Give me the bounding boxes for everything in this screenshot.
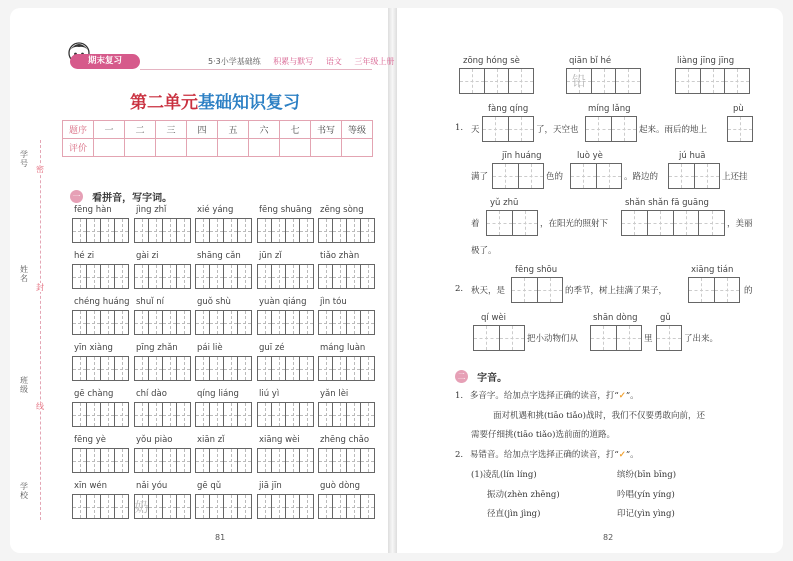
writing-box[interactable] <box>285 356 314 381</box>
score-input[interactable] <box>156 139 187 157</box>
pinyin-label: shān dòng <box>593 313 638 323</box>
paragraph-text: 里 <box>644 334 653 344</box>
pinyin-label: fēng hàn <box>74 205 112 215</box>
score-cell: 等级 <box>342 121 373 139</box>
writing-box[interactable] <box>285 218 314 243</box>
writing-box[interactable] <box>318 264 347 289</box>
pinyin-label: gē chàng <box>74 389 114 399</box>
writing-box[interactable] <box>162 356 191 381</box>
title-part1: 第二单元 <box>130 93 198 113</box>
writing-box[interactable] <box>257 494 286 519</box>
answer-slots[interactable] <box>590 325 642 351</box>
pinyin-label: nǎi yóu <box>136 481 168 491</box>
writing-box[interactable] <box>72 402 101 427</box>
pinyin-label: fēng yè <box>74 435 106 445</box>
writing-box[interactable] <box>346 402 375 427</box>
side-label-school: 学校 <box>20 482 28 500</box>
pinyin-label: guī zé <box>259 343 285 353</box>
pinyin-label: xīn wén <box>74 481 108 491</box>
writing-box[interactable] <box>223 264 252 289</box>
choice-item[interactable]: (1)凌乱(lín líng) <box>471 470 537 480</box>
pinyin-label: shuǐ ní <box>136 297 165 307</box>
paragraph-text: 的季节，树上挂满了果子， <box>565 286 668 296</box>
check-icon: ✓ <box>618 450 626 460</box>
writing-box[interactable] <box>285 402 314 427</box>
writing-box[interactable] <box>223 218 252 243</box>
section1-header <box>70 186 172 205</box>
writing-box[interactable] <box>195 264 224 289</box>
side-label-seal2: 封 <box>36 283 44 292</box>
writing-box[interactable] <box>100 448 129 473</box>
pinyin-label: luò yè <box>577 151 603 161</box>
pinyin-label: guǒ shù <box>197 297 231 307</box>
question-number: 2. <box>455 450 464 460</box>
writing-box[interactable] <box>134 448 163 473</box>
writing-box[interactable] <box>195 402 224 427</box>
pinyin-label: zōng hóng sè <box>463 56 520 66</box>
writing-box[interactable] <box>134 264 163 289</box>
writing-box[interactable] <box>223 356 252 381</box>
writing-box[interactable] <box>134 356 163 381</box>
writing-box[interactable] <box>100 218 129 243</box>
pinyin-label: pái liè <box>197 343 223 353</box>
score-cell: 一 <box>94 121 125 139</box>
writing-box[interactable] <box>162 494 191 519</box>
pinyin-label: hé zi <box>74 251 95 261</box>
pinyin-label: xiāng wèi <box>259 435 300 445</box>
answer-slots[interactable] <box>492 163 544 189</box>
question-lead: 易错音。给加点字选择正确的读音，打“ <box>469 450 619 460</box>
hint-character: 奶 <box>134 499 149 516</box>
question-number: 1. <box>455 391 464 401</box>
writing-box[interactable] <box>285 448 314 473</box>
writing-box[interactable] <box>346 310 375 335</box>
side-label-number: 学号 <box>20 150 28 168</box>
writing-box[interactable] <box>134 494 163 519</box>
pinyin-label: jìn tóu <box>320 297 347 307</box>
hint-character: 铅 <box>571 74 586 90</box>
writing-box[interactable] <box>257 448 286 473</box>
book-spine <box>388 8 397 553</box>
score-input[interactable] <box>249 139 280 157</box>
pinyin-label: gǔ <box>660 313 671 323</box>
pinyin-label: xié yáng <box>197 205 234 215</box>
question-text: 面对机遇和挑(tiāo tiǎo)战时，我们不仅要勇敢向前，还 <box>493 411 705 421</box>
pinyin-label: gài zi <box>136 251 159 261</box>
answer-slots[interactable] <box>727 116 753 142</box>
pinyin-label: fàng qíng <box>488 104 529 114</box>
answer-slots[interactable] <box>668 163 720 189</box>
section-badge: 期末复习 <box>70 54 140 69</box>
section1-number: 一 <box>70 190 83 203</box>
answer-slots[interactable] <box>473 325 525 351</box>
pinyin-label: xiān zǐ <box>197 435 225 445</box>
writing-box[interactable] <box>285 310 314 335</box>
writing-box[interactable] <box>134 218 163 243</box>
pinyin-label: qíng liáng <box>197 389 239 399</box>
writing-box[interactable] <box>318 402 347 427</box>
pinyin-label: jìng zhǐ <box>136 205 167 215</box>
pinyin-label: yīn xiàng <box>74 343 113 353</box>
paragraph-text: 极了。 <box>471 246 497 256</box>
pinyin-label: liàng jīng jīng <box>677 56 735 66</box>
pinyin-label: qiān bǐ hé <box>569 56 612 66</box>
score-input[interactable] <box>280 139 311 157</box>
question-line <box>455 448 639 460</box>
pinyin-label: tiǎo zhàn <box>320 251 360 261</box>
writing-box[interactable] <box>162 448 191 473</box>
side-label-class: 班级 <box>20 376 28 394</box>
score-cell: 五 <box>218 121 249 139</box>
pinyin-label: yuàn qiáng <box>259 297 307 307</box>
answer-slots[interactable] <box>486 210 538 236</box>
writing-box[interactable] <box>257 402 286 427</box>
answer-slots[interactable] <box>621 210 725 236</box>
writing-box[interactable] <box>134 310 163 335</box>
score-input[interactable] <box>218 139 249 157</box>
paragraph-text: 着 <box>471 219 480 229</box>
pinyin-label: yǔ zhū <box>490 198 519 208</box>
paragraph-text: 秋天，是 <box>471 286 506 296</box>
answer-slots[interactable] <box>585 116 637 142</box>
header-sub: 积累与默写 <box>273 57 314 66</box>
writing-box[interactable] <box>223 448 252 473</box>
writing-box[interactable] <box>285 264 314 289</box>
pinyin-label: liú yì <box>259 389 280 399</box>
score-cell: 书写 <box>311 121 342 139</box>
pinyin-label: pù <box>733 104 744 114</box>
writing-box[interactable] <box>195 218 224 243</box>
section2-header <box>455 366 507 385</box>
writing-box[interactable] <box>134 402 163 427</box>
pinyin-label: zhēng chǎo <box>320 435 370 445</box>
writing-box[interactable] <box>346 494 375 519</box>
page-number-right: 82 <box>603 533 614 542</box>
paragraph-text: 把小动物们从 <box>527 334 579 344</box>
writing-box[interactable] <box>223 494 252 519</box>
score-cell: 二 <box>125 121 156 139</box>
question-tail: ”。 <box>625 450 639 460</box>
writing-box[interactable] <box>195 310 224 335</box>
paragraph-text: ，在阳光的照射下 <box>540 219 609 229</box>
writing-box[interactable] <box>195 494 224 519</box>
writing-box[interactable] <box>257 310 286 335</box>
answer-slots[interactable] <box>675 68 750 94</box>
pinyin-label: chí dào <box>136 389 167 399</box>
pinyin-label: míng lǎng <box>588 104 631 114</box>
pinyin-label: jīn huáng <box>502 151 542 161</box>
writing-box[interactable] <box>318 310 347 335</box>
title-part2: 基础知识复习 <box>198 93 300 113</box>
paragraph-text: 天 <box>471 125 480 135</box>
paragraph-text: 了出来。 <box>684 334 719 344</box>
pinyin-label: guò dòng <box>320 481 361 491</box>
writing-box[interactable] <box>72 494 101 519</box>
paragraph-text: 满了 <box>471 172 489 182</box>
pinyin-label: jiā jīn <box>259 481 282 491</box>
writing-box[interactable] <box>318 218 347 243</box>
score-input[interactable] <box>94 139 125 157</box>
section2-title: 字音。 <box>477 373 508 384</box>
writing-box[interactable] <box>162 310 191 335</box>
pinyin-label: yǎn lèi <box>320 389 349 399</box>
pinyin-label: shǎn shǎn fā guāng <box>625 198 709 208</box>
choice-item[interactable]: 缤纷(bīn bīng) <box>617 470 677 480</box>
writing-box[interactable] <box>346 218 375 243</box>
check-icon: ✓ <box>618 391 626 401</box>
writing-box[interactable] <box>100 356 129 381</box>
side-label-name: 姓名 <box>20 265 28 283</box>
writing-box[interactable] <box>318 494 347 519</box>
header-series: 5·3小学基础练 <box>208 57 261 66</box>
choice-item[interactable]: 吟唱(yín yíng) <box>617 490 675 500</box>
score-cell: 七 <box>280 121 311 139</box>
score-cell-label: 题序 <box>63 121 94 139</box>
header-subject: 语文 <box>325 57 342 66</box>
writing-box[interactable] <box>223 402 252 427</box>
writing-box[interactable] <box>346 356 375 381</box>
pinyin-label: shāng cǎn <box>197 251 241 261</box>
score-input[interactable] <box>311 139 342 157</box>
writing-box[interactable] <box>346 264 375 289</box>
writing-box[interactable] <box>72 356 101 381</box>
paragraph-text: ，美丽 <box>727 219 753 229</box>
question-tail: ”。 <box>625 391 639 401</box>
paragraph-number: 2. <box>455 284 464 294</box>
writing-box[interactable] <box>100 494 129 519</box>
header-grade: 三年级上册 <box>354 57 395 66</box>
answer-slots[interactable] <box>570 163 622 189</box>
choice-item[interactable]: 印记(yìn yìng) <box>617 509 675 519</box>
writing-box[interactable] <box>100 264 129 289</box>
question-line <box>455 389 639 401</box>
writing-box[interactable] <box>72 310 101 335</box>
paragraph-text: 色的 <box>546 172 564 182</box>
score-cell: 四 <box>187 121 218 139</box>
pinyin-label: zēng sòng <box>320 205 364 215</box>
writing-box[interactable] <box>257 218 286 243</box>
writing-box[interactable] <box>195 356 224 381</box>
pinyin-label: gē qǔ <box>197 481 222 491</box>
paragraph-text: 的 <box>744 286 753 296</box>
pinyin-label: qí wèi <box>481 313 507 323</box>
pinyin-label: fēng shuāng <box>259 205 312 215</box>
writing-box[interactable] <box>257 264 286 289</box>
answer-slots[interactable] <box>459 68 534 94</box>
question-text: 需要仔细挑(tiāo tiǎo)选前面的道路。 <box>471 430 615 440</box>
pinyin-label: jú huā <box>679 151 706 161</box>
paragraph-text: 。路边的 <box>624 172 659 182</box>
pinyin-label: fēng shōu <box>515 265 558 275</box>
page-title <box>130 88 300 113</box>
pinyin-label: yǒu piào <box>136 435 173 445</box>
pinyin-label: máng luàn <box>320 343 366 353</box>
paragraph-text: 上还挂 <box>722 172 748 182</box>
header-info <box>208 56 394 67</box>
score-input[interactable] <box>125 139 156 157</box>
writing-box[interactable] <box>318 448 347 473</box>
section2-number: 二 <box>455 370 468 383</box>
writing-box[interactable] <box>72 218 101 243</box>
paragraph-number: 1. <box>455 123 464 133</box>
answer-slots[interactable] <box>482 116 534 142</box>
binding-line <box>40 140 41 520</box>
writing-box[interactable] <box>195 448 224 473</box>
header-rule <box>140 69 372 70</box>
answer-slots[interactable] <box>656 325 682 351</box>
paragraph-text: 了，天空也 <box>536 125 579 135</box>
choice-item[interactable]: 径直(jìn jìng) <box>487 509 541 519</box>
side-label-seal1: 密 <box>36 165 44 174</box>
writing-box[interactable] <box>318 356 347 381</box>
answer-slots[interactable] <box>566 68 641 94</box>
answer-slots[interactable] <box>688 277 740 303</box>
writing-box[interactable] <box>257 356 286 381</box>
section1-title: 看拼音，写字词。 <box>92 193 173 204</box>
side-label-seal3: 线 <box>36 402 44 411</box>
writing-box[interactable] <box>346 448 375 473</box>
score-cell: 六 <box>249 121 280 139</box>
writing-box[interactable] <box>223 310 252 335</box>
page-number-left: 81 <box>215 533 226 542</box>
paragraph-text: 起来。雨后的地上 <box>639 125 708 135</box>
writing-box[interactable] <box>162 264 191 289</box>
writing-box[interactable] <box>72 448 101 473</box>
choice-item[interactable]: 振动(zhèn zhēng) <box>487 490 560 500</box>
pinyin-label: pīng zhǎn <box>136 343 178 353</box>
answer-slots[interactable] <box>511 277 563 303</box>
writing-box[interactable] <box>72 264 101 289</box>
score-input[interactable] <box>342 139 373 157</box>
writing-box[interactable] <box>285 494 314 519</box>
writing-box[interactable] <box>162 402 191 427</box>
writing-box[interactable] <box>100 402 129 427</box>
pinyin-label: xiāng tián <box>691 265 734 275</box>
writing-box[interactable] <box>100 310 129 335</box>
pinyin-label: chéng huáng <box>74 297 130 307</box>
score-cell: 三 <box>156 121 187 139</box>
score-input[interactable] <box>187 139 218 157</box>
question-lead: 多音字。给加点字选择正确的读音，打“ <box>469 391 619 401</box>
score-table <box>62 120 373 157</box>
score-eval-label: 评价 <box>63 139 94 157</box>
pinyin-label: jūn zǐ <box>259 251 282 261</box>
writing-box[interactable] <box>162 218 191 243</box>
